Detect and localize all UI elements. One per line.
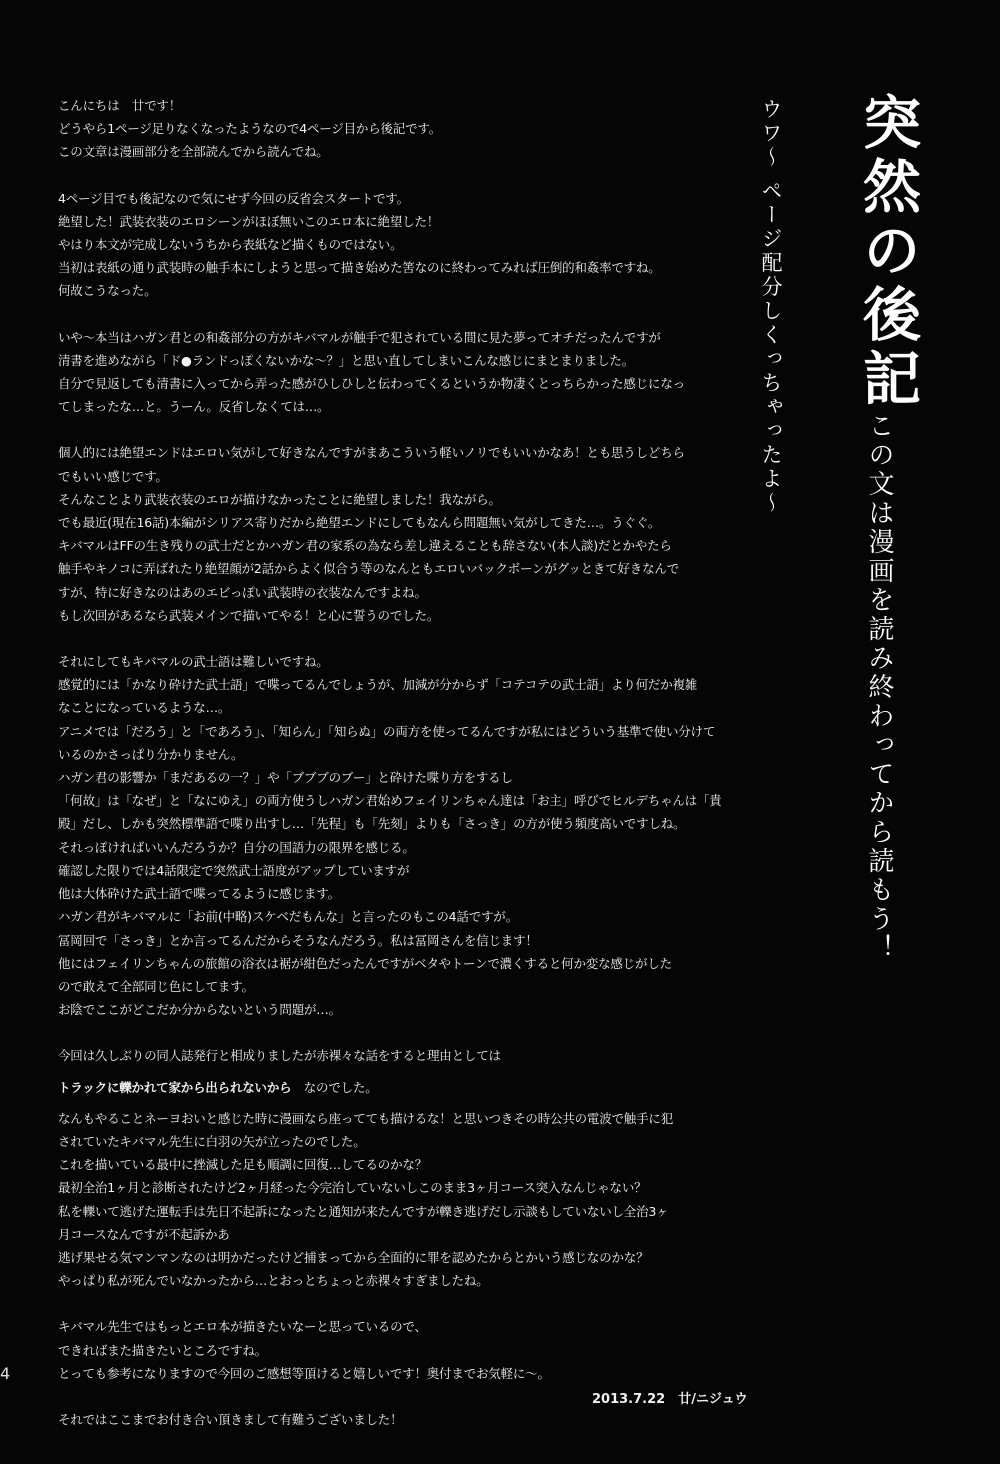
paragraph-truck-reason <box>58 1076 748 1099</box>
afterword-subtitle: ウワ〜 ページ配分しくっちゃったよ〜 <box>759 98 783 516</box>
paragraph-reflection: 4ページ目でも後記なので気にせず今回の反省会スタートです。 絶望した！武装衣装のエロシーンがほぼ無いこのエロ本に絶望した！ やはり本文が完成しないうちから表紙など描くものではない。 当初は表紙の通り武装時の触手本にしようと思って描き始めた筈なのに終わってみれば圧倒的和姦率ですね。 何故こうなった。 <box>58 190 661 299</box>
afterword-body <box>58 94 748 1454</box>
paragraph-truck-intro: 今回は久しぶりの同人誌発行と相成りましたが赤裸々な話をすると理由としては <box>58 1048 501 1064</box>
afterword-side-note: この文は漫画を読み終わってから読もう！ <box>864 412 894 963</box>
paragraph-greeting: こんにちは 廿です！ どうやら1ページ足りなくなったようなので4ページ目から後記です。 この文章は漫画部分を全部読んでから読んでね。 <box>58 98 442 160</box>
truck-reason-tail: なのでした。 <box>291 1079 378 1095</box>
paragraph-despair-ending: 個人的には絶望エンドはエロい気がして好きなんですがまあこういう軽いノリでもいいかなあ！とも思うしどちら でもいい感じです。 そんなことより武装衣装のエロが描けなかったことに絶望しました！我ながら。 でも最近(現在16話)本編がシリアス寄りだから絶望エンドにしてもなんら問題無い気がしてきた…。うぐぐ。 キバマルはFFの生き残りの武士だとかハガン君の家系の為なら差し違えることも辞さない(本人談)だとかやたら 触手やキノコに弄ばれたり絶望顔が2話からよく似合う等のなんともエロいバックボーンがグッときて好きなんで すが、特に好きなのはあのエビっぽい武装時の衣装なんですよね。 もし次回があるなら武装メインで描いてやる！と心に誓うのでした。 <box>58 445 685 623</box>
paragraph-next-time: キバマル先生ではもっとエロ本が描きたいなーと思っているので、 できればまた描きたいところですね。 とっても参考になりますので今回のご感想等頂けると嬉しいです！奥付までお気軽に〜。 <box>58 1319 550 1381</box>
paragraph-ending-change: いや〜本当はハガン君との和姦部分の方がキバマルが触手で犯されている間に見た夢ってオチだったんですが 清書を進めながら「ド●ランドっぽくないかな〜？」と思い直してしまいこんな感じにまとまりました。 自分で見返しても清書に入ってから弄った感がひしひしと伝わってくるというか物凄くとっちらかった感じになっ てしまったな…と。うーん。反省しなくては…。 <box>58 329 685 415</box>
paragraph-samurai-speech: それにしてもキバマルの武士語は難しいですね。 感覚的には「かなり砕けた武士語」で喋ってるんでしょうが、加減が分からず「コテコテの武士語」より何だか複雑 なことになっているような…。 アニメでは「だろう」と「であろう」、「知らん」「知らぬ」の両方を使ってるんですが私にはどういう基準で使い分けて いるのかさっぱり分かりません。 ハガン君の影響か「まだあるの一？」や「ブブブのブー」と砕けた喋り方をするし 「何故」は「なぜ」と「なにゆえ」の両方使うしハガン君始めフェイリンちゃん達は「お主」呼びでヒルデちゃんは「貴 殿」だし、しかも突然標準語で喋り出すし…「先程」も「先刻」よりも「さっき」の方が使う頻度高いですしね。 それっぽければいいんだろうか？自分の国語力の限界を感じる。 確認した限りでは4話限定で突然武士語度がアップしていますが 他は大体砕けた武士語で喋ってるように感じます。 ハガン君がキバマルに「お前(中略)スケベだもんな」と言ったのもこの4話ですが。 冨岡回で「さっき」とか言ってるんだからそうなんだろう。私は冨岡さんを信じます！ 他にはフェイリンちゃんの旅館の浴衣は裾が紺色だったんですがベタやトーンで濃くすると何か変な感じがした ので敢えて全部同じ色にしてます。 お陰でここがどこだか分からないという問題が…。 <box>58 654 722 1018</box>
afterword-title: 突然の後記 <box>853 92 921 412</box>
signature-date: 2013.7.22 廿/ニジュウ <box>592 1392 748 1407</box>
paragraph-thanks: それではここまでお付き合い頂きまして有難うございました！ <box>58 1411 403 1427</box>
paragraph-recovery: なんもやることネーヨおいと感じた時に漫画なら座ってても描けるな！と思いつきその時公共の電波で触手に犯 されていたキバマル先生に白羽の矢が立ったのでした。 これを描いている最中に挫滅した足も順調に回復…してるのかな？ 最初全治1ヶ月と診断されたけど2ヶ月経った今完治していないしこのまま3ヶ月コース突入なんじゃない？ 私を轢いて逃げた運転手は先日不起訴になったと通知が来たんですが轢き逃げだし示談もしていないし全治3ヶ 月コースなんですが不起訴かあ 逃げ果せる気マンマンなのは明かだったけど捕まってから全面的に罪を認めたからとかいう感じなのかな？ やっぱり私が死んでいなかったから…とおっとちょっと赤裸々すぎましたね。 <box>58 1110 674 1289</box>
truck-reason-bold: トラックに轢かれて家から出られないから <box>58 1079 292 1095</box>
page-number: 4 <box>0 1364 11 1383</box>
